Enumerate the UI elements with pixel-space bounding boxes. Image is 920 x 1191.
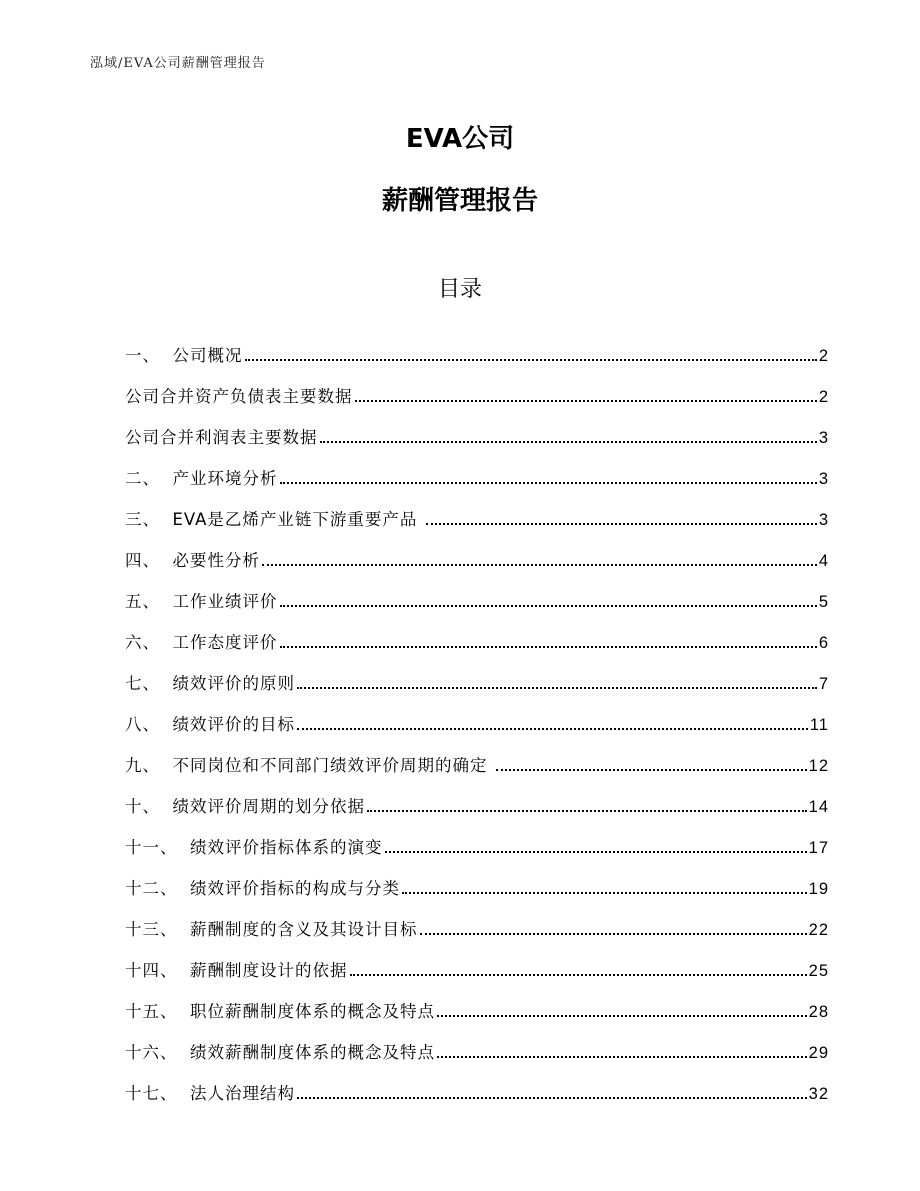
toc-leader-dots: [355, 400, 817, 402]
toc-entry[interactable]: [125, 817, 829, 858]
toc-entry-label: 公司合并利润表主要数据: [125, 428, 318, 447]
toc-entry-page: 29: [808, 1044, 829, 1062]
toc-entry[interactable]: [125, 735, 829, 776]
toc-leader-dots: [350, 974, 807, 976]
toc-entry-page: 28: [808, 1003, 829, 1021]
toc-leader-dots: [437, 1056, 807, 1058]
toc-entry-label: 公司合并资产负债表主要数据: [125, 387, 353, 406]
toc-leader-dots: [245, 359, 817, 361]
toc-entry[interactable]: [125, 899, 829, 940]
toc-entry-label: 三、 EVA是乙烯产业链下游重要产品: [125, 510, 424, 529]
running-header: 泓域/EVA公司薪酬管理报告: [90, 56, 266, 71]
toc-entry-label: 十四、 薪酬制度设计的依据: [125, 961, 348, 980]
toc-entry[interactable]: [125, 1022, 829, 1063]
toc-entry-page: 3: [818, 429, 829, 447]
toc-leader-dots: [420, 933, 807, 935]
toc-entry[interactable]: [125, 612, 829, 653]
toc-entry-page: 19: [808, 880, 829, 898]
toc-entry-page: 3: [818, 470, 829, 488]
toc-entry-page: 32: [808, 1085, 829, 1103]
toc-entry-page: 2: [818, 388, 829, 406]
document-title-line1: EVA公司: [405, 124, 515, 154]
toc-entry-label: 十六、 绩效薪酬制度体系的概念及特点: [125, 1043, 435, 1062]
toc-entry-label: 五、 工作业绩评价: [125, 592, 278, 611]
toc-leader-dots: [280, 605, 817, 607]
toc-entry[interactable]: [125, 489, 829, 530]
toc-leader-dots: [297, 687, 817, 689]
toc-entry[interactable]: [125, 366, 829, 407]
toc-leader-dots: [297, 728, 808, 730]
toc-entry[interactable]: [125, 776, 829, 817]
toc-entry[interactable]: [125, 1063, 829, 1104]
toc-entry[interactable]: [125, 530, 829, 571]
toc-entry[interactable]: [125, 694, 829, 735]
toc-entry[interactable]: [125, 448, 829, 489]
toc-entry-label: 六、 工作态度评价: [125, 633, 278, 652]
toc-entry[interactable]: [125, 981, 829, 1022]
toc-entry[interactable]: [125, 653, 829, 694]
toc-entry-page: 4: [818, 552, 829, 570]
toc-entry-label: 二、 产业环境分析: [125, 469, 278, 488]
toc-leader-dots: [280, 482, 817, 484]
toc-entry-label: 七、 绩效评价的原则: [125, 674, 295, 693]
toc-leader-dots: [437, 1015, 807, 1017]
toc-entry-page: 5: [818, 593, 829, 611]
toc-entry-label: 一、 公司概况: [125, 346, 243, 365]
toc-entry[interactable]: [125, 858, 829, 899]
toc-entry-label: 八、 绩效评价的目标: [125, 715, 295, 734]
toc-entry-page: 25: [808, 962, 829, 980]
toc-entry-page: 3: [818, 511, 829, 529]
toc-entry-label: 十、 绩效评价周期的划分依据: [125, 797, 365, 816]
document-title-line2: 薪酬管理报告: [381, 186, 538, 216]
toc-entry-label: 四、 必要性分析: [125, 551, 260, 570]
toc-leader-dots: [320, 441, 817, 443]
toc-entry-page: 11: [809, 716, 829, 734]
toc-entry-label: 十五、 职位薪酬制度体系的概念及特点: [125, 1002, 435, 1021]
toc-entry[interactable]: [125, 571, 829, 612]
toc-entry-label: 十一、 绩效评价指标体系的演变: [125, 838, 383, 857]
toc-leader-dots: [280, 646, 817, 648]
toc-entry-page: 14: [808, 798, 829, 816]
toc-entry-page: 12: [808, 757, 829, 775]
toc-entry-page: 17: [808, 839, 829, 857]
table-of-contents: [125, 325, 829, 1104]
toc-entry-page: 22: [808, 921, 829, 939]
toc-leader-dots: [426, 523, 817, 525]
toc-entry[interactable]: [125, 940, 829, 981]
toc-entry-page: 2: [818, 347, 829, 365]
toc-leader-dots: [496, 769, 807, 771]
toc-entry-label: 九、 不同岗位和不同部门绩效评价周期的确定: [125, 756, 494, 775]
toc-leader-dots: [385, 851, 807, 853]
toc-entry-label: 十二、 绩效评价指标的构成与分类: [125, 879, 400, 898]
toc-leader-dots: [402, 892, 807, 894]
toc-entry-label: 十七、 法人治理结构: [125, 1084, 295, 1103]
toc-entry[interactable]: [125, 407, 829, 448]
toc-heading: 目录: [437, 277, 482, 302]
toc-entry[interactable]: [125, 325, 829, 366]
toc-entry-page: 6: [818, 634, 829, 652]
toc-leader-dots: [262, 564, 817, 566]
toc-entry-page: 7: [818, 675, 829, 693]
toc-entry-label: 十三、 薪酬制度的含义及其设计目标: [125, 920, 418, 939]
toc-leader-dots: [297, 1097, 807, 1099]
toc-leader-dots: [367, 810, 807, 812]
